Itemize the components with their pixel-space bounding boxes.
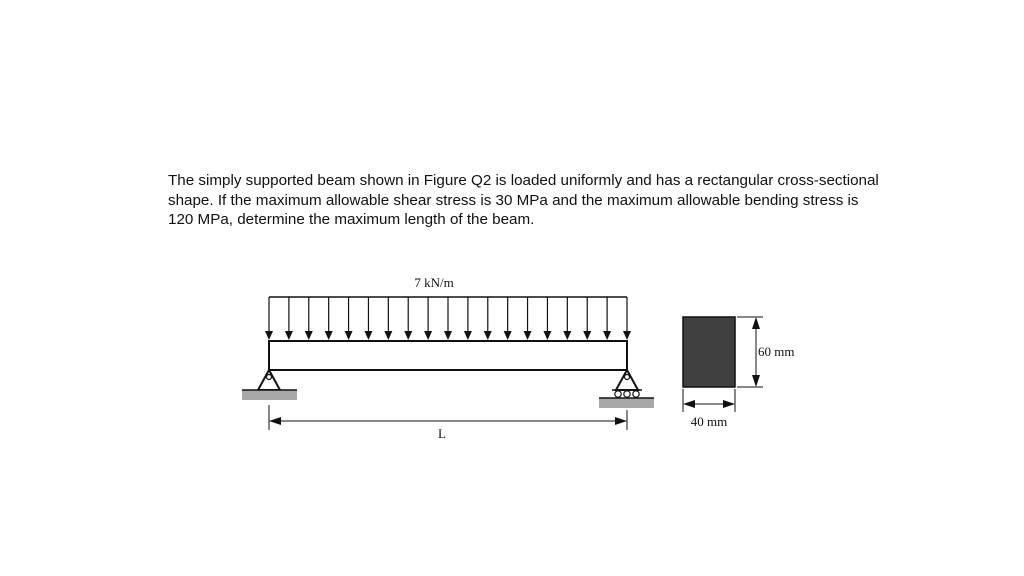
load-arrow-head: [603, 331, 611, 340]
span-label: L: [438, 426, 446, 441]
load-arrow-head: [484, 331, 492, 340]
load-arrow-head: [325, 331, 333, 340]
ground-right: [599, 398, 654, 408]
load-arrow-head: [384, 331, 392, 340]
load-arrow-head: [524, 331, 532, 340]
load-arrow-head: [583, 331, 591, 340]
load-arrow-head: [444, 331, 452, 340]
section-height-label: 60 mm: [758, 344, 795, 359]
load-arrow-head: [404, 331, 412, 340]
load-arrow-head: [563, 331, 571, 340]
section-width-label: 40 mm: [690, 414, 728, 429]
beam: [269, 341, 627, 370]
load-arrow-head: [543, 331, 551, 340]
pin-support-left: [242, 370, 297, 400]
load-arrow-head: [345, 331, 353, 340]
load-label: 7 kN/m: [414, 275, 454, 290]
load-arrow-head: [464, 331, 472, 340]
load-arrow-head: [305, 331, 313, 340]
cross-section-rect: [683, 317, 735, 387]
load-arrow-head: [623, 331, 631, 340]
span-dimension: [269, 405, 627, 441]
load-arrow-head: [504, 331, 512, 340]
load-arrow-head: [424, 331, 432, 340]
problem-statement: The simply supported beam shown in Figure Q2 is loaded uniformly and has a rectangular cross-sectional shape. If the maximum allowable shear stress is 30 MPa and the maximum allowable bending stress is 120 MPa, determine the maximum length of the beam.: [168, 172, 879, 228]
ground-left: [242, 390, 297, 400]
cross-section: [683, 317, 794, 429]
load-arrow-head: [285, 331, 293, 340]
distributed-load: [265, 275, 631, 340]
load-arrows: [265, 297, 631, 340]
load-arrow-head: [364, 331, 372, 340]
roller-support-right: [599, 370, 654, 408]
load-arrow-head: [265, 331, 273, 340]
